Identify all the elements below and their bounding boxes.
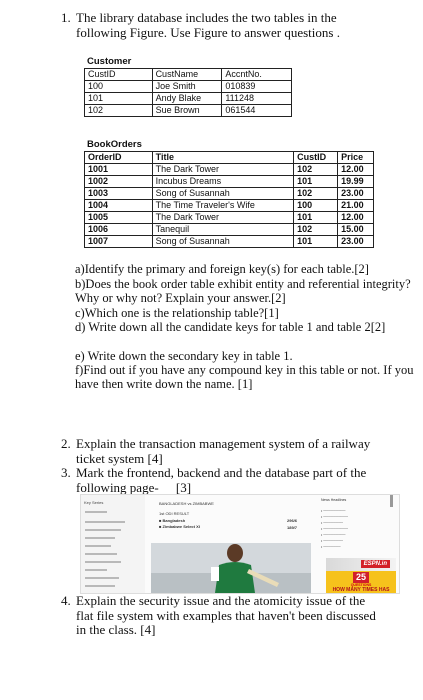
table-cell: 15.00: [338, 224, 374, 236]
table-header-cell: CustName: [152, 69, 222, 81]
table-row: [85, 212, 374, 224]
table-cell: Song of Susannah: [152, 236, 294, 248]
table-cell: 102: [294, 164, 338, 176]
table-header-cell: Price: [338, 152, 374, 164]
promo-number: 25: [353, 572, 369, 583]
table-cell: Joe Smith: [152, 81, 222, 93]
customer-table-caption: Customer: [87, 56, 132, 67]
table-cell: 21.00: [338, 200, 374, 212]
table-cell: 100: [85, 81, 153, 93]
question-1-number: 1.: [61, 10, 71, 25]
table-row: [85, 176, 374, 188]
website-screenshot: [80, 494, 400, 594]
table-cell: Sue Brown: [152, 105, 222, 117]
table-cell: 1004: [85, 200, 153, 212]
table-cell: Andy Blake: [152, 93, 222, 105]
table-cell: 100: [294, 200, 338, 212]
table-cell: 19.99: [338, 176, 374, 188]
table-row: [85, 224, 374, 236]
question-1-text: The library database includes the two tables in the following Figure. Use Figure to answer questions .: [76, 10, 340, 40]
table-cell: 12.00: [338, 164, 374, 176]
table-header-cell: AccntNo.: [222, 69, 292, 81]
cricketer-photo-image: [151, 543, 311, 593]
table-cell: 101: [294, 236, 338, 248]
table-header-row: [85, 69, 292, 81]
customer-table: [84, 68, 292, 117]
table-row: [85, 188, 374, 200]
question-2-number: 2.: [61, 436, 71, 451]
screenshot-right-column: News Headlines • ───────── • ────────── • ──────── • ────────── • ───────── • ──────── • ───────: [317, 495, 393, 593]
promo-questions-label: QUESTIONS: [350, 583, 372, 587]
question-3-body: Mark the frontend, backend and the database part of the following page-: [76, 465, 367, 495]
cricketer-photo: [151, 543, 311, 593]
table-cell: 23.00: [338, 188, 374, 200]
subquestion-b: b)Does the book order table exhibit entity and referential integrity? Why or why not? Explain your answer.[2]: [75, 277, 411, 305]
table-cell: Song of Susannah: [152, 188, 294, 200]
table-cell: 1007: [85, 236, 153, 248]
scrollbar[interactable]: [390, 495, 393, 507]
table-cell: 12.00: [338, 212, 374, 224]
team-2-name: Zimbabwe Select XI: [162, 524, 200, 529]
table-row: [85, 93, 292, 105]
table-cell: 1005: [85, 212, 153, 224]
table-cell: 102: [85, 105, 153, 117]
bookorders-table-caption: BookOrders: [87, 139, 142, 150]
table-row: [85, 200, 374, 212]
subquestion-e: e) Write down the secondary key in table 1.: [75, 349, 293, 363]
table-cell: 061544: [222, 105, 292, 117]
table-cell: 23.00: [338, 236, 374, 248]
table-header-cell: Title: [152, 152, 294, 164]
table-cell: 1002: [85, 176, 153, 188]
screenshot-scorecard: [151, 499, 301, 543]
table-cell: Incubus Dreams: [152, 176, 294, 188]
table-cell: Tanequil: [152, 224, 294, 236]
question-4-number: 4.: [61, 593, 71, 608]
question-3-marks: [3]: [175, 479, 192, 495]
scorecard-heading: BANGLADESH vs ZIMBABWE: [159, 501, 214, 506]
table-cell: The Dark Tower: [152, 164, 294, 176]
bookorders-table: [84, 151, 374, 248]
team-2-score: 189/7: [287, 525, 298, 530]
quiz-promo-banner[interactable]: [326, 571, 396, 593]
scorecard-result-label: 1st ODI RESULT: [159, 511, 190, 516]
subquestion-f: f)Find out if you have any compound key in this table or not. If you have then write down the name. [1]: [75, 363, 414, 391]
scorecard-team-1: ■ Bangladesh: [159, 518, 186, 523]
table-header-row: [85, 152, 374, 164]
table-cell: The Time Traveler's Wife: [152, 200, 294, 212]
promo-headline: HOW MANY TIMES HAS: [332, 587, 390, 593]
screenshot-nav-title: Key Series: [84, 500, 104, 505]
question-4-text: Explain the security issue and the atomicity issue of the flat file system with examples that haven't been discussed in the class. [4]: [76, 593, 376, 637]
subquestion-d: d) Write down all the candidate keys for table 1 and table 2[2]: [75, 320, 386, 334]
table-cell: 1006: [85, 224, 153, 236]
question-3-number: 3.: [61, 465, 71, 480]
table-row: [85, 236, 374, 248]
team-1-name: Bangladesh: [162, 518, 186, 523]
table-cell: 101: [85, 93, 153, 105]
table-cell: 101: [294, 212, 338, 224]
question-3-text: [76, 466, 376, 495]
table-cell: 102: [294, 224, 338, 236]
table-cell: 111248: [222, 93, 292, 105]
table-cell: 102: [294, 188, 338, 200]
subquestion-c: c)Which one is the relationship table?[1]: [75, 306, 279, 320]
team-1-score: 296/6: [287, 518, 298, 523]
table-cell: 1001: [85, 164, 153, 176]
table-header-cell: OrderID: [85, 152, 153, 164]
espn-ad-banner[interactable]: [326, 558, 396, 571]
table-cell: 1003: [85, 188, 153, 200]
subquestion-a: a)Identify the primary and foreign key(s) for each table.[2]: [75, 262, 369, 276]
screenshot-left-nav: [81, 495, 145, 593]
table-row: [85, 81, 292, 93]
table-row: [85, 105, 292, 117]
table-cell: 010839: [222, 81, 292, 93]
table-cell: The Dark Tower: [152, 212, 294, 224]
espn-logo: ESPN.in: [361, 560, 390, 568]
table-row: [85, 164, 374, 176]
news-headlines-title: News Headlines: [321, 498, 347, 502]
scorecard-team-2: ■ Zimbabwe Select XI: [159, 524, 200, 529]
question-2-text: Explain the transaction management system of a railway ticket system [4]: [76, 436, 371, 466]
table-cell: 101: [294, 176, 338, 188]
table-header-cell: CustID: [294, 152, 338, 164]
table-header-cell: CustID: [85, 69, 153, 81]
